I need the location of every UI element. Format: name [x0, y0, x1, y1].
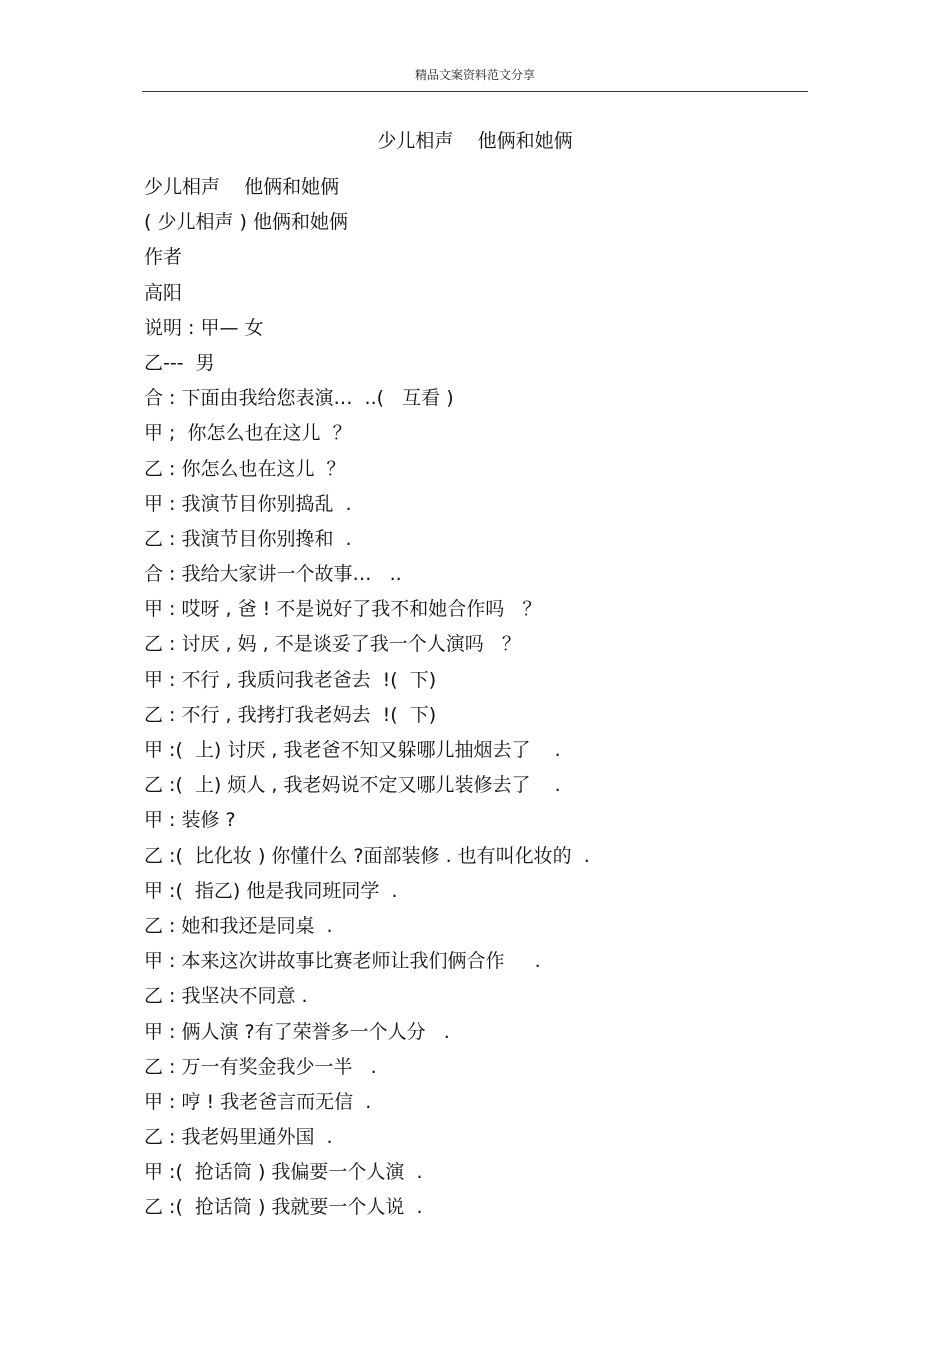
dialogue-line: 乙 : 不行 , 我拷打我老妈去 !( 下) — [144, 703, 437, 726]
dialogue-line: 乙 : 我演节目你别搀和 . — [144, 527, 352, 550]
dialogue-line: 乙 :( 抢话筒 ) 我就要一个人说 . — [144, 1196, 423, 1219]
dialogue-line: 乙 : 你怎么也在这儿 ？ — [144, 457, 346, 480]
dialogue-line: 甲 : 我演节目你别捣乱 . — [144, 492, 352, 515]
page-header: 精品文案资料范文分享 — [414, 68, 535, 82]
text-line: 作者 — [144, 246, 183, 269]
dialogue-line: 甲 : 俩人演 ?有了荣誉多一个人分 . — [144, 1020, 450, 1043]
dialogue-line: 甲 : 不行 , 我质问我老爸去 !( 下) — [144, 668, 437, 691]
document-body — [144, 170, 804, 1226]
dialogue-line: 甲 :( 抢话筒 ) 我偏要一个人演 . — [144, 1161, 423, 1184]
text-line: 乙--- 男 — [144, 351, 215, 374]
dialogue-line: 合 : 我给大家讲一个故事… .. — [144, 563, 402, 586]
dialogue-line: 甲 : 装修 ? — [144, 809, 236, 832]
dialogue-line: 乙 : 她和我还是同桌 . — [144, 914, 333, 937]
text-line: 说明 : 甲— 女 — [144, 316, 264, 339]
dialogue-line: 乙 : 讨厌 , 妈 , 不是谈妥了我一个人演吗 ？ — [144, 633, 521, 656]
dialogue-line: 甲 : 本来这次讲故事比赛老师让我们俩合作 . — [144, 950, 541, 973]
dialogue-line: 合 : 下面由我给您表演… ..( 互看 ) — [144, 387, 454, 410]
text-line: 高阳 — [144, 281, 183, 304]
dialogue-line: 甲 : 哎呀 , 爸 ! 不是说好了我不和她合作吗 ？ — [144, 598, 542, 621]
text-line: 少儿相声 他俩和她俩 — [144, 176, 340, 198]
dialogue-line: 乙 :( 比化妆 ) 你懂什么 ?面部装修 . 也有叫化妆的 . — [144, 844, 590, 867]
dialogue-line: 乙 : 我老妈里通外国 . — [144, 1126, 333, 1149]
document-title: 少儿相声 他俩和她俩 — [377, 130, 573, 152]
dialogue-line: 乙 : 我坚决不同意 . — [144, 985, 308, 1008]
dialogue-line: 甲 : 哼 ! 我老爸言而无信 . — [144, 1090, 372, 1113]
text-line: ( 少儿相声 ) 他俩和她俩 — [144, 211, 348, 234]
dialogue-line: 甲 :( 上) 讨厌 , 我老爸不知又躲哪儿抽烟去了 . — [144, 739, 561, 761]
dialogue-line: 甲 :( 指乙) 他是我同班同学 . — [144, 879, 398, 902]
header-divider — [142, 91, 808, 92]
dialogue-line: 乙 : 万一有奖金我少一半 . — [144, 1055, 377, 1078]
dialogue-line: 甲 ; 你怎么也在这儿 ？ — [144, 422, 352, 445]
dialogue-line: 乙 :( 上) 烦人 , 我老妈说不定又哪儿装修去了 . — [144, 774, 561, 797]
